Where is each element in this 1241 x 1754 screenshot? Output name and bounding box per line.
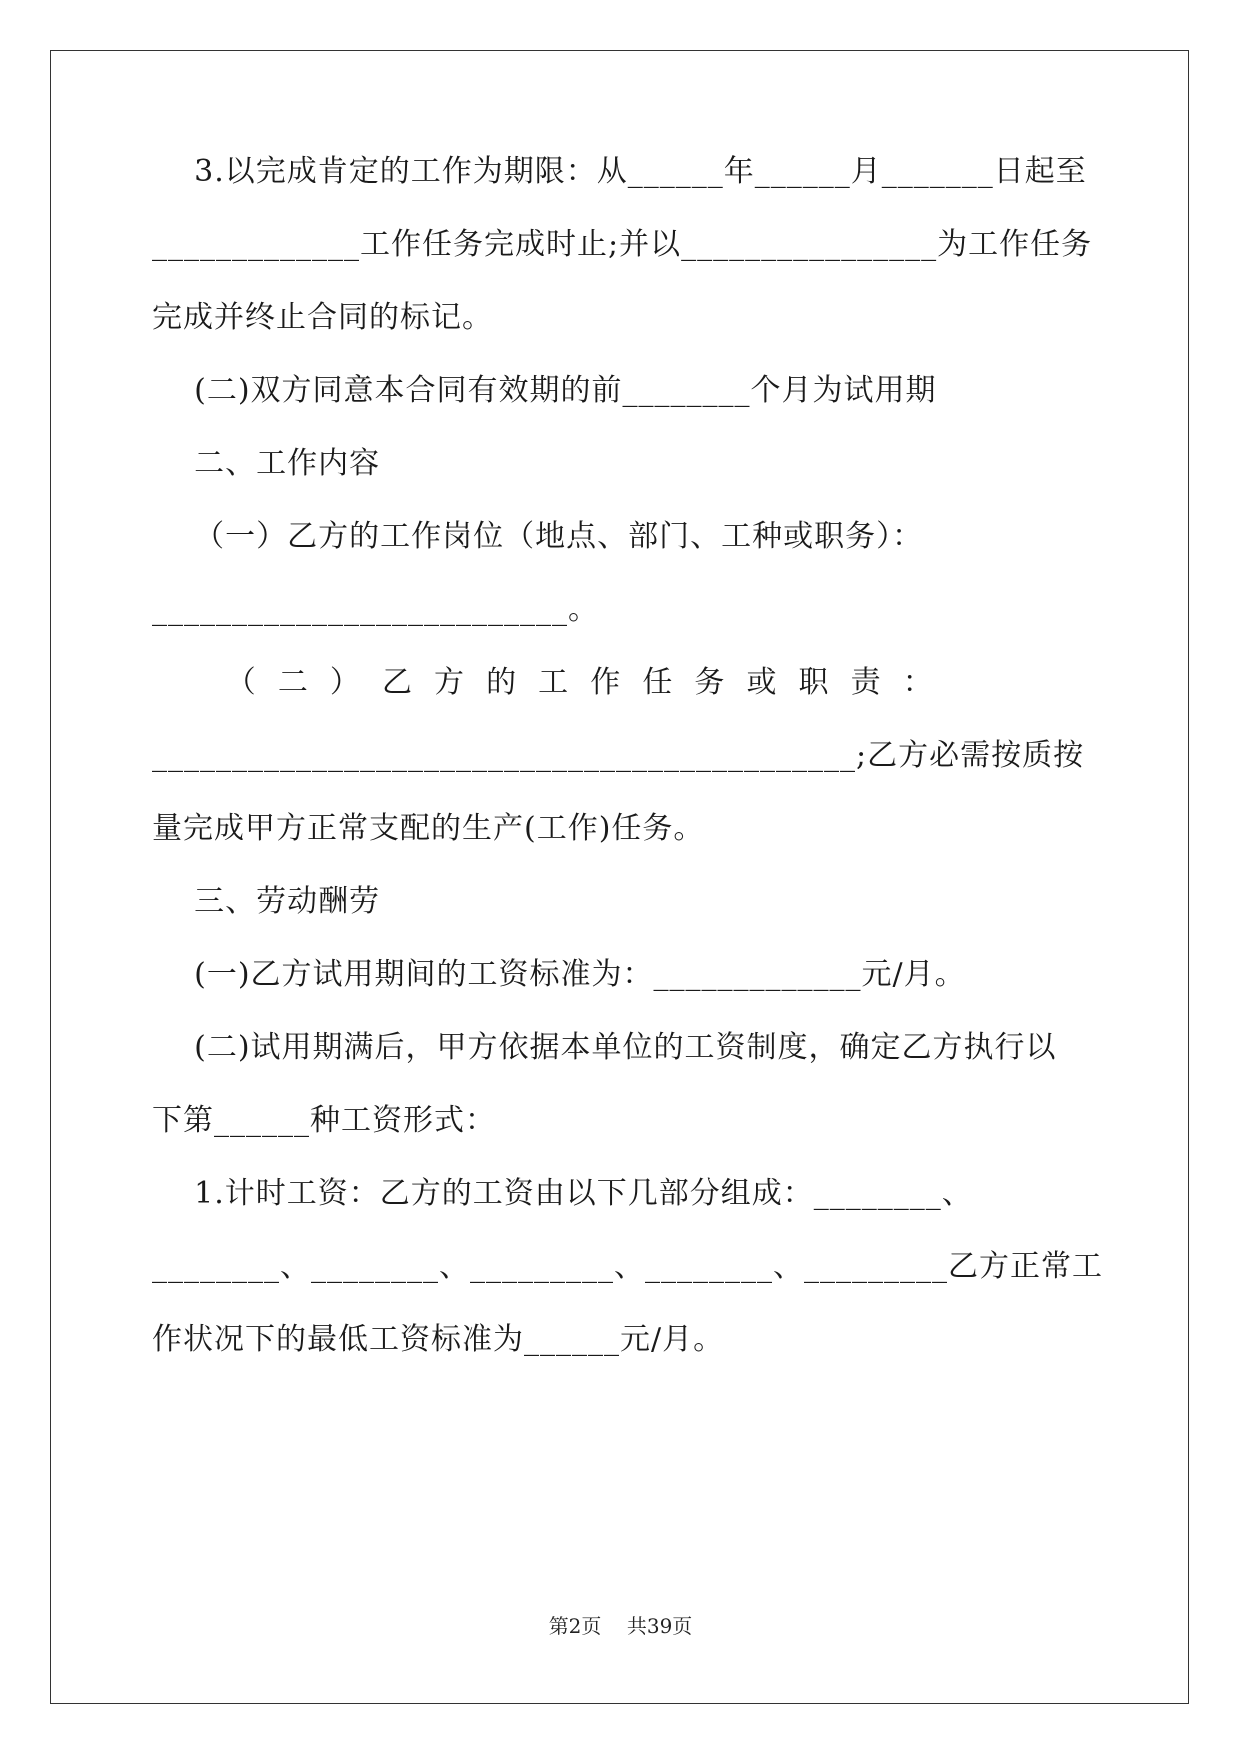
paragraph-line-7: __________________________。 (152, 592, 599, 627)
paragraph-line-12: (一)乙方试用期间的工资标准为：_____________元/月。 (152, 957, 966, 992)
page-number-footer: 第2页 共39页 (548, 1614, 693, 1638)
paragraph-line-10: 量完成甲方正常支配的生产(工作)任务。 (152, 811, 705, 846)
paragraph-line-15: 1.计时工资：乙方的工资由以下几部分组成：________、 (152, 1176, 973, 1211)
paragraph-line-14: 下第______种工资形式： (152, 1103, 496, 1138)
paragraph-line-16: ________、________、_________、________、_________乙方正常工 (152, 1249, 1103, 1284)
paragraph-line-17: 作状况下的最低工资标准为______元/月。 (152, 1322, 725, 1357)
section-heading-labor-pay: 三、劳动酬劳 (152, 884, 381, 919)
paragraph-line-1: 3.以完成肯定的工作为期限：从______年______月_______日起至 (152, 154, 1087, 189)
paragraph-line-9: ____________________________________________;乙方必需按质按 (152, 738, 1085, 773)
section-heading-work-content: 二、工作内容 (152, 446, 381, 481)
paragraph-line-4: (二)双方同意本合同有效期的前________个月为试用期 (152, 373, 937, 408)
paragraph-line-3: 完成并终止合同的标记。 (152, 300, 493, 335)
paragraph-line-8: （ 二 ） 乙 方 的 工 作 任 务 或 职 责 ： (152, 665, 934, 700)
paragraph-line-13: (二)试用期满后，甲方依据本单位的工资制度，确定乙方执行以 (152, 1030, 1057, 1065)
paragraph-line-6: （一）乙方的工作岗位（地点、部门、工种或职务）： (152, 519, 924, 554)
paragraph-line-2: _____________工作任务完成时止;并以________________为工作任务 (152, 227, 1093, 262)
